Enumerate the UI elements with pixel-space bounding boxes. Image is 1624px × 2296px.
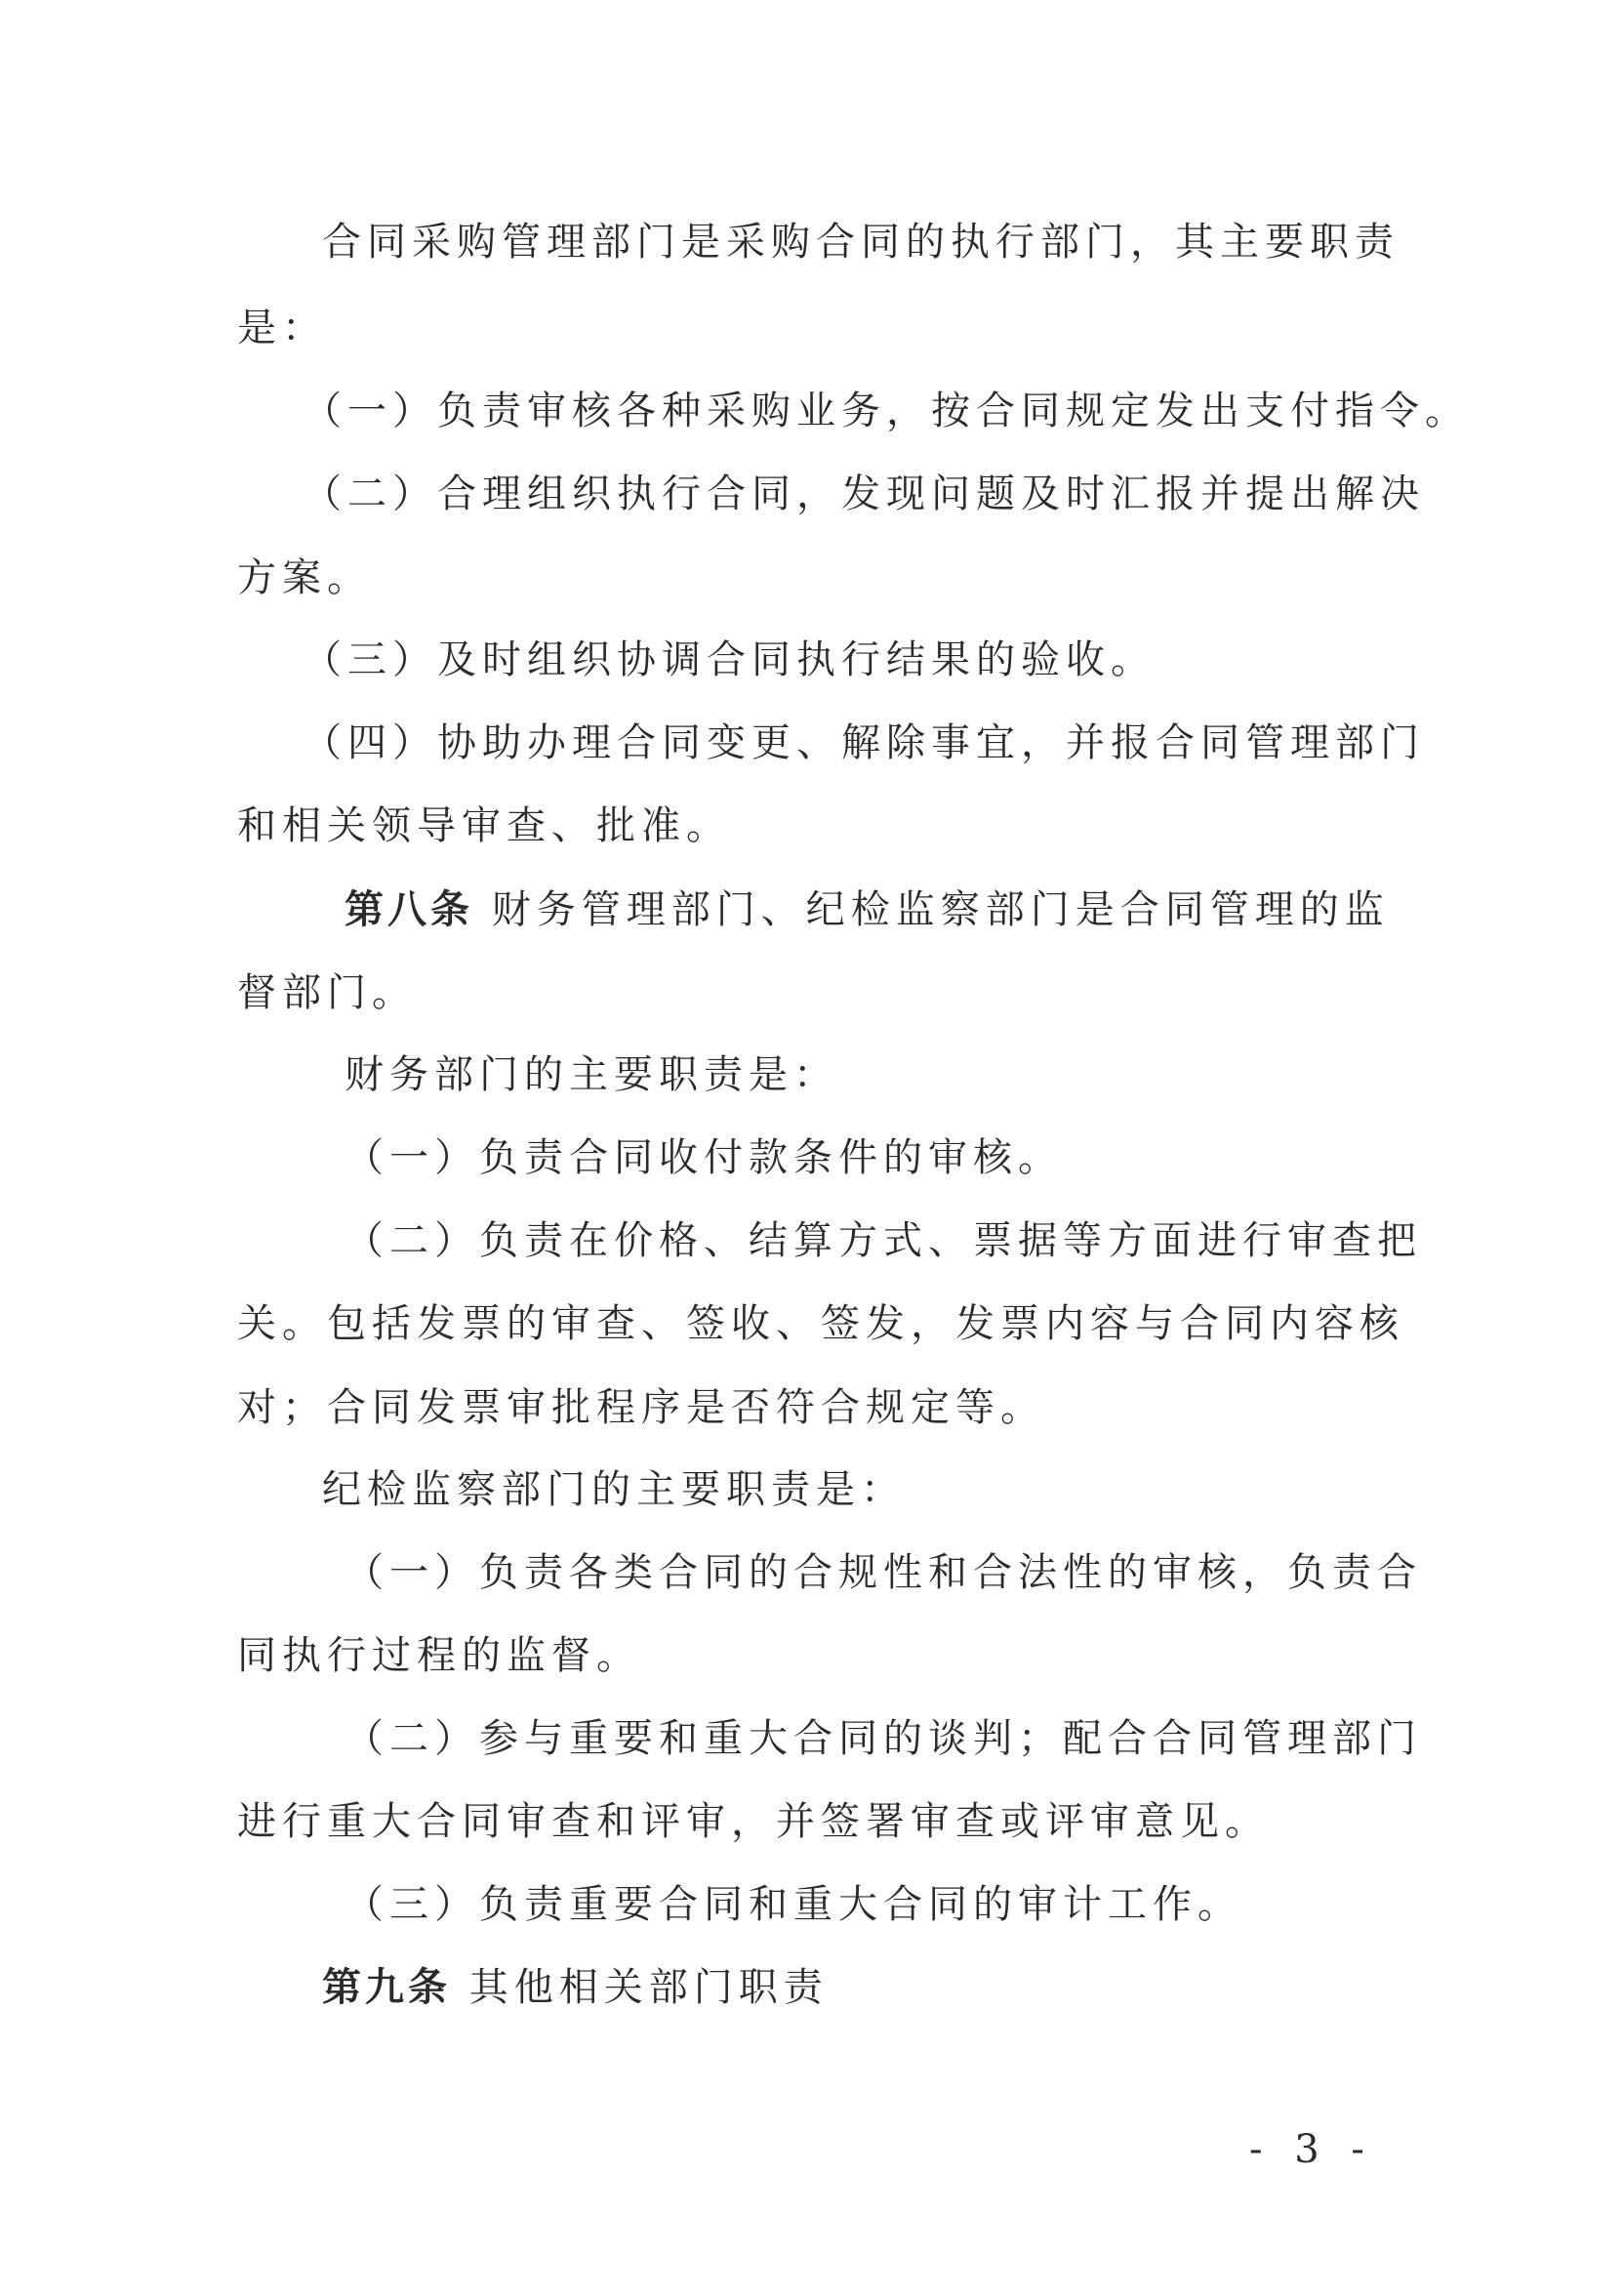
list-item: （四）协助办理合同变更、解除事宜，并报合同管理部门 bbox=[303, 720, 1425, 765]
article-8-line bbox=[345, 882, 1624, 937]
list-item: （二）负责在价格、结算方式、票据等方面进行审查把 bbox=[345, 1218, 1422, 1263]
article-8-text: 财务管理部门、纪检监察部门是合同管理的监 bbox=[491, 887, 1390, 932]
section-heading: 纪检监察部门的主要职责是： bbox=[322, 1467, 906, 1512]
list-item: （三）及时组织协调合同执行结果的验收。 bbox=[303, 637, 1156, 682]
paragraph-line: 合同采购管理部门是采购合同的执行部门，其主要职责 bbox=[322, 220, 1400, 265]
paragraph-line: 同执行过程的监督。 bbox=[237, 1633, 641, 1678]
section-heading: 财务部门的主要职责是： bbox=[345, 1052, 838, 1097]
list-item: （二）参与重要和重大合同的谈判；配合合同管理部门 bbox=[345, 1716, 1422, 1761]
article-9-text: 其他相关部门职责 bbox=[468, 1965, 829, 2010]
paragraph-line: 对；合同发票审批程序是否符合规定等。 bbox=[237, 1385, 1045, 1430]
page-number: - 3 - bbox=[1249, 2127, 1374, 2172]
paragraph-line: 督部门。 bbox=[237, 970, 417, 1015]
list-item: （三）负责重要合同和重大合同的审计工作。 bbox=[345, 1882, 1242, 1927]
article-8-heading: 第八条 bbox=[345, 886, 473, 932]
paragraph-line: 和相关领导审查、批准。 bbox=[237, 803, 731, 848]
paragraph-line: 是： bbox=[237, 306, 327, 350]
paragraph-line: 关。包括发票的审查、签收、签发，发票内容与合同内容核 bbox=[237, 1301, 1404, 1346]
list-item: （一）负责合同收付款条件的审核。 bbox=[345, 1135, 1063, 1180]
list-item: （一）负责各类合同的合规性和合法性的审核，负责合 bbox=[345, 1550, 1422, 1595]
article-9-line bbox=[322, 1960, 1624, 2015]
list-item: （二）合理组织执行合同，发现问题及时汇报并提出解决 bbox=[303, 472, 1425, 516]
list-item: （一）负责审核各种采购业务，按合同规定发出支付指令。 bbox=[303, 389, 1470, 433]
article-9-heading: 第九条 bbox=[322, 1964, 451, 2010]
paragraph-line: 进行重大合同审查和评审，并签署审查或评审意见。 bbox=[237, 1799, 1270, 1844]
paragraph-line: 方案。 bbox=[237, 555, 372, 600]
